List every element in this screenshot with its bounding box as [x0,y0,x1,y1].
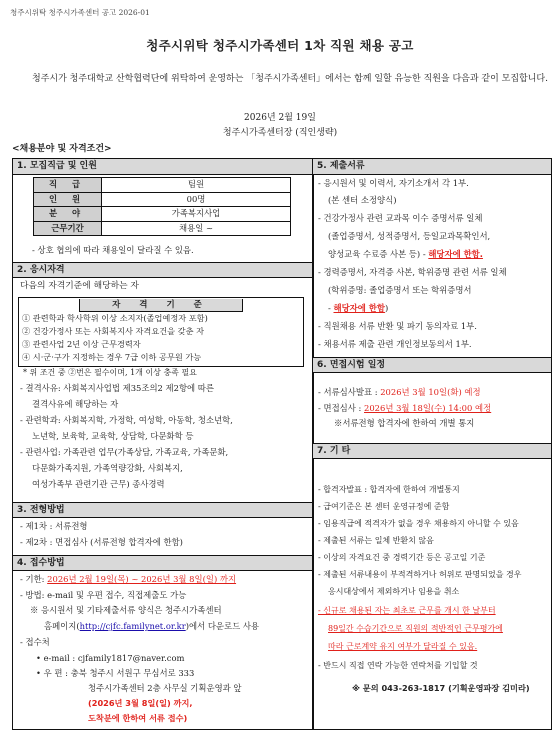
section-heading: <채용분야 및 자격조건> [12,144,112,154]
interview-date: 2026년 3월 18일(수) 14:00 예정 [364,403,492,413]
table-row [34,178,291,193]
s5-item-text: 양성교육 수료증 사본 등) - [328,249,429,259]
s3-title: 3. 전형방법 [13,502,312,518]
s7-item: - 합격자발표 : 합격자에 한하여 개별통지 [318,485,460,494]
s4-period [20,574,236,585]
row-value: 00명 [102,192,291,207]
req-suffix: ) [384,303,389,313]
period-label: - 기한: [20,574,48,584]
s3-item: - 제1차 : 서류전형 [20,521,88,531]
s7-item: - 제출된 서류는 일체 반환치 않음 [318,536,434,545]
s2-note: 노년학, 보육학, 교육학, 상담학, 다문화학 등 [32,431,194,441]
s2-note: - 결격사유: 사회복지사업법 제35조의2 제2항에 따른 [20,383,214,393]
s2-note: 결격사유에 해당하는 자 [32,399,119,409]
s4-method: - 방법: e-mail 및 우편 접수, 직접제출도 가능 [20,590,187,600]
criteria-item: ④ 시·군·구가 지정하는 경우 7급 이하 공무원 가능 [22,352,202,362]
s6-doc [318,387,481,398]
contact-info: ※ 문의 043-263-1817 (기획운영파장 김미라) [352,683,530,693]
s5-item: - 응시원서 및 이력서, 자기소개서 각 1부. [318,178,469,188]
s4-receipt: - 접수처 [20,637,50,647]
s2-lead: 다음의 자격기준에 해당하는 자 [20,281,139,291]
table-row [34,192,291,207]
post-label: • 우 편 : [36,668,68,678]
s5-item [328,249,483,260]
criteria-item: ① 관련학과 학사학위 이상 소지자(졸업예정자 포함) [22,313,208,323]
s4-email-line [36,653,184,664]
s2-title: 2. 응시자격 [13,262,312,278]
s5-item: (학위증명: 졸업증명서 또는 학위증명서 [328,285,472,295]
table-row [34,221,291,236]
s1-note: - 상호 협의에 따라 채용일이 달라질 수 있음. [32,245,194,255]
criteria-note: * 위 조건 중 ②번은 필수이며, 1개 이상 충족 필요 [23,368,197,377]
criteria-item: ② 건강가정사 또는 사회복지사 자격요건을 갖춘 자 [22,326,204,336]
s4-forms: ※ 응시원서 및 기타제출서류 양식은 청주시가족센터 [30,605,222,615]
s7-item: - 제출된 서류내용이 부적격하거나 허위로 판명되었을 경우 [318,570,522,579]
email-address[interactable]: cjfamily1817@naver.com [77,653,185,663]
s7-title: 7. 기 타 [313,443,551,459]
s4-deadline: 도착분에 한하여 서류 접수) [88,713,188,723]
email-label: • e-mail : [36,653,76,663]
row-key: 분 야 [34,207,102,222]
s5-item: - 채용서류 제출 관련 개인정보동의서 1부. [318,339,472,349]
s4-post-line [36,668,194,679]
period-value: 2026년 2월 19일(목) ~ 2026년 3월 8일(일) 까지 [47,574,237,584]
criteria-title: 자 격 기 준 [79,299,243,312]
s4-forms-link-line [44,621,259,632]
row-value: 팀원 [102,178,291,193]
page-title: 청주시위탁 청주시가족센터 1차 직원 채용 공고 [146,38,414,53]
organization-signature: 청주시가족센터장 (직인생략) [222,128,338,138]
s5-item: - 직원채용 서류 반환 및 파기 동의자료 1부. [318,321,477,331]
s2-note: - 관련사업: 가족관련 업무(가족상담, 가족교육, 가족문화, [20,447,229,457]
s5-title: 5. 제출서류 [313,159,551,175]
s2-note: - 관련학과: 사회복지학, 가정학, 여성학, 아동학, 청소년학, [20,415,233,425]
s6-note: ※서류전형 합격자에 한하여 개별 통지 [334,418,475,428]
s7-item: - 급여기준은 본 센터 운영규정에 준함 [318,502,450,511]
s7-probation: 89일간 수습기간으로 직원의 적반적인 근무평가에 [328,624,503,633]
req-prefix: - [328,303,334,313]
s7-item: - 이상의 자격요건 중 경력기간 등은 공고일 기준 [318,553,486,562]
doc-id: 청주시위탁 청주시가족센터 공고 2026-01 [10,8,150,17]
recruit-table [33,177,291,236]
s2-note: 여성가족부 관련기관 근무) 종사경력 [32,479,165,489]
s7-item: - 임용직급에 적격자가 없을 경우 채용하지 아니할 수 있음 [318,519,519,528]
announcement-date: 2026년 2월 19일 [244,113,316,123]
s1-title: 1. 모집직급 및 인원 [13,159,312,175]
row-key: 인 원 [34,192,102,207]
doc-date: 2026년 3월 10일(화) 예정 [380,387,481,397]
s7-probation: 따라 근로계약 유지 여부가 달라질 수 있음. [328,642,478,651]
s7-item: - 반드시 직접 연락 가능한 연락처를 기입할 것 [318,661,478,670]
s6-title: 6. 면접시험 일정 [313,357,551,373]
s4-deadline: (2026년 3월 8일(일) 까지, [88,698,193,708]
s5-item: - 경력증명서, 자격증 사본, 학위증명 관련 서류 일체 [318,267,507,277]
s2-note: 다문화가족지원, 가족역량강화, 사회복지, [32,463,183,473]
row-key: 근무기간 [34,221,102,236]
row-key: 직 급 [34,178,102,193]
table-row [34,207,291,222]
s6-interview [318,403,491,414]
s5-item [328,303,388,314]
s5-required-note: 해당자에 한함 [333,303,385,313]
interview-label: - 면접심사 : [318,403,362,413]
s5-item: (졸업증명서, 성적증명서, 등일교과목확인서, [328,231,491,241]
s5-item: - 건강가정사 관련 교과목 이수 증명서류 일체 [318,213,483,223]
forms-prefix: 홈페이지( [44,621,80,631]
intro-text: 청주시가 청주대학교 산학협력단에 위탁하여 운영하는 「청주시가족센터」에서는 함께 일할 유능한 직원을 다음과 같이 모집합니다. [32,74,548,84]
s4-post-line: 청주시가족센터 2층 사무실 기획운영과 앞 [88,683,242,693]
s4-title: 4. 접수방법 [13,555,312,571]
row-value: 가족복지사업 [102,207,291,222]
row-value: 채용일 ~ [102,221,291,236]
post-address: 충북 청주시 서원구 무심서로 333 [70,668,195,678]
s7-item: 응시대상에서 제외하거나 임용을 취소 [328,587,460,596]
criteria-item: ③ 관련사업 2년 이상 근무경력자 [22,339,141,349]
s3-item: - 제2차 : 면접심사 (서류전형 합격자에 한함) [20,537,183,547]
s7-probation: - 신규로 채용된 자는 최초로 근무를 개시 한 날부터 [318,606,496,615]
homepage-link[interactable]: http://cjfc.familynet.or.kr [79,621,186,631]
criteria-box [18,297,304,367]
doc-label: - 서류심사발표 : [318,387,378,397]
forms-suffix: )에서 다운로드 사용 [185,621,260,631]
s5-item: (본 센터 소정양식) [328,195,397,205]
s5-required-note: 해당자에 한함. [428,249,483,259]
